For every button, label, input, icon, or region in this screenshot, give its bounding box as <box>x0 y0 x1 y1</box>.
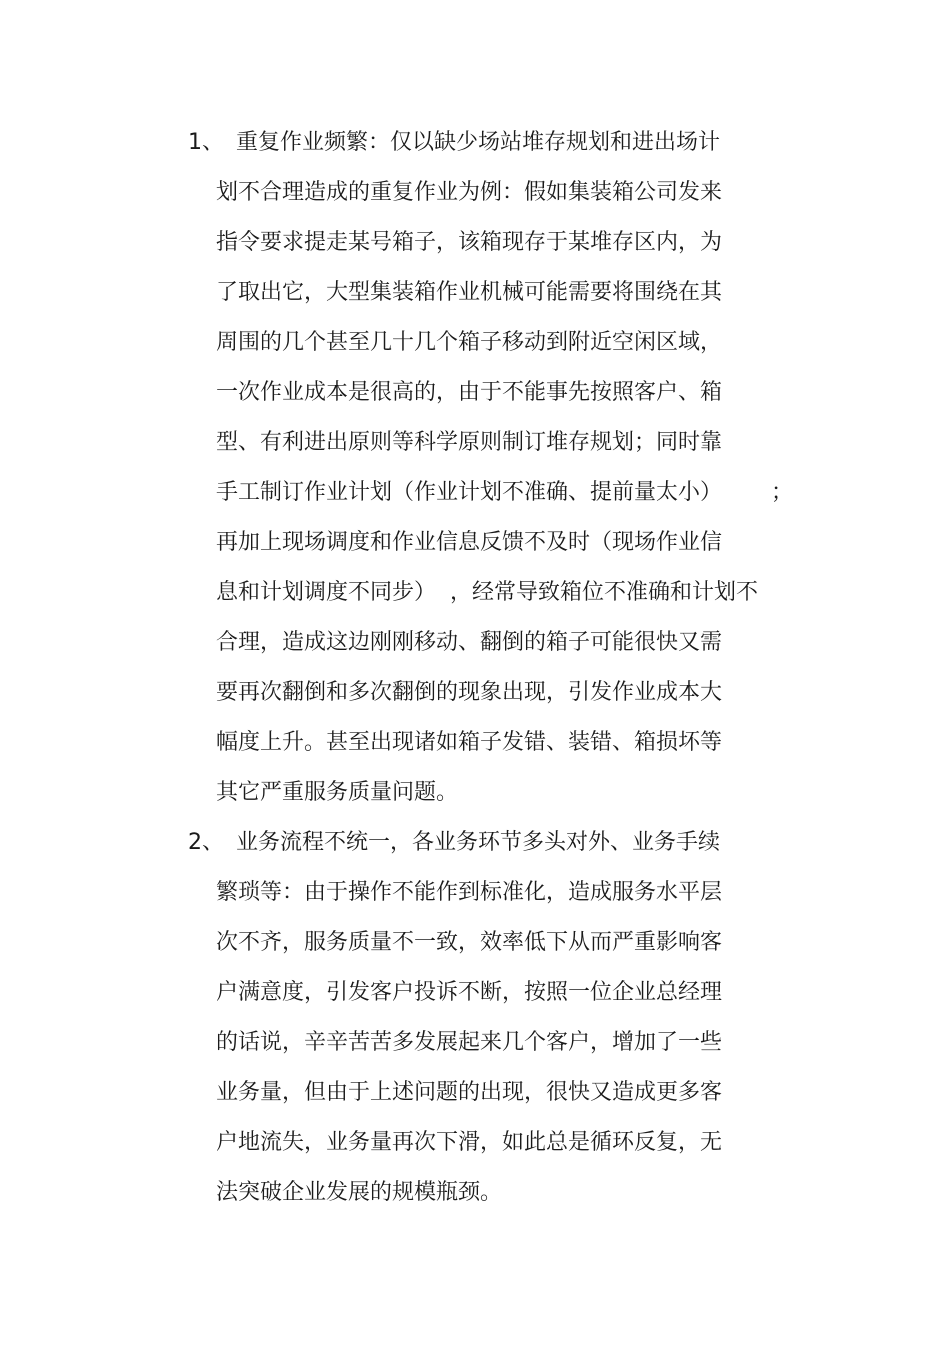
paragraph-line: 的话说，辛辛苦苦多发展起来几个客户，增加了一些 <box>216 1030 723 1055</box>
paragraph-line: 划不合理造成的重复作业为例：假如集装箱公司发来 <box>216 180 723 205</box>
paragraph-line: 户满意度，引发客户投诉不断，按照一位企业总经理 <box>216 980 723 1005</box>
paragraph-line: 指令要求提走某号箱子，该箱现存于某堆存区内，为 <box>216 230 723 255</box>
paragraph-line: 法突破企业发展的规模瓶颈。 <box>216 1180 503 1205</box>
paragraph-line: 次不齐，服务质量不一致，效率低下从而严重影响客 <box>216 930 723 955</box>
paragraph-line: 幅度上升。甚至出现诸如箱子发错、装错、箱损坏等 <box>216 730 723 755</box>
paragraph-line: 再加上现场调度和作业信息反馈不及时（现场作业信 <box>216 530 723 555</box>
paragraph-line: 息和计划调度不同步） ，经常导致箱位不准确和计划不 <box>216 580 758 605</box>
paragraph-line: 了取出它，大型集装箱作业机械可能需要将围绕在其 <box>216 280 723 305</box>
paragraph-line: 繁琐等：由于操作不能作到标准化，造成服务水平层 <box>216 880 723 905</box>
paragraph-line: 要再次翻倒和多次翻倒的现象出现，引发作业成本大 <box>216 680 723 705</box>
paragraph-line: 户地流失，业务量再次下滑，如此总是循环反复，无 <box>216 1130 723 1155</box>
paragraph-line: 合理，造成这边刚刚移动、翻倒的箱子可能很快又需 <box>216 630 723 655</box>
paragraph-line: 型、有利进出原则等科学原则制订堆存规划；同时靠 <box>216 430 723 455</box>
paragraph-line: 业务流程不统一，各业务环节多头对外、业务手续 <box>236 830 721 855</box>
list-number: 1、 <box>188 130 224 155</box>
paragraph-line: 业务量，但由于上述问题的出现，很快又造成更多客 <box>216 1080 723 1105</box>
paragraph-line: 其它严重服务质量问题。 <box>216 780 459 805</box>
paragraph-line: 一次作业成本是很高的，由于不能事先按照客户、箱 <box>216 380 723 405</box>
paragraph-line: 手工制订作业计划（作业计划不准确、提前量太小） ； <box>216 480 793 505</box>
paragraph-line: 周围的几个甚至几十几个箱子移动到附近空闲区域， <box>216 330 723 355</box>
paragraph-line: 重复作业频繁：仅以缺少场站堆存规划和进出场计 <box>236 130 721 155</box>
list-number: 2、 <box>188 830 224 855</box>
